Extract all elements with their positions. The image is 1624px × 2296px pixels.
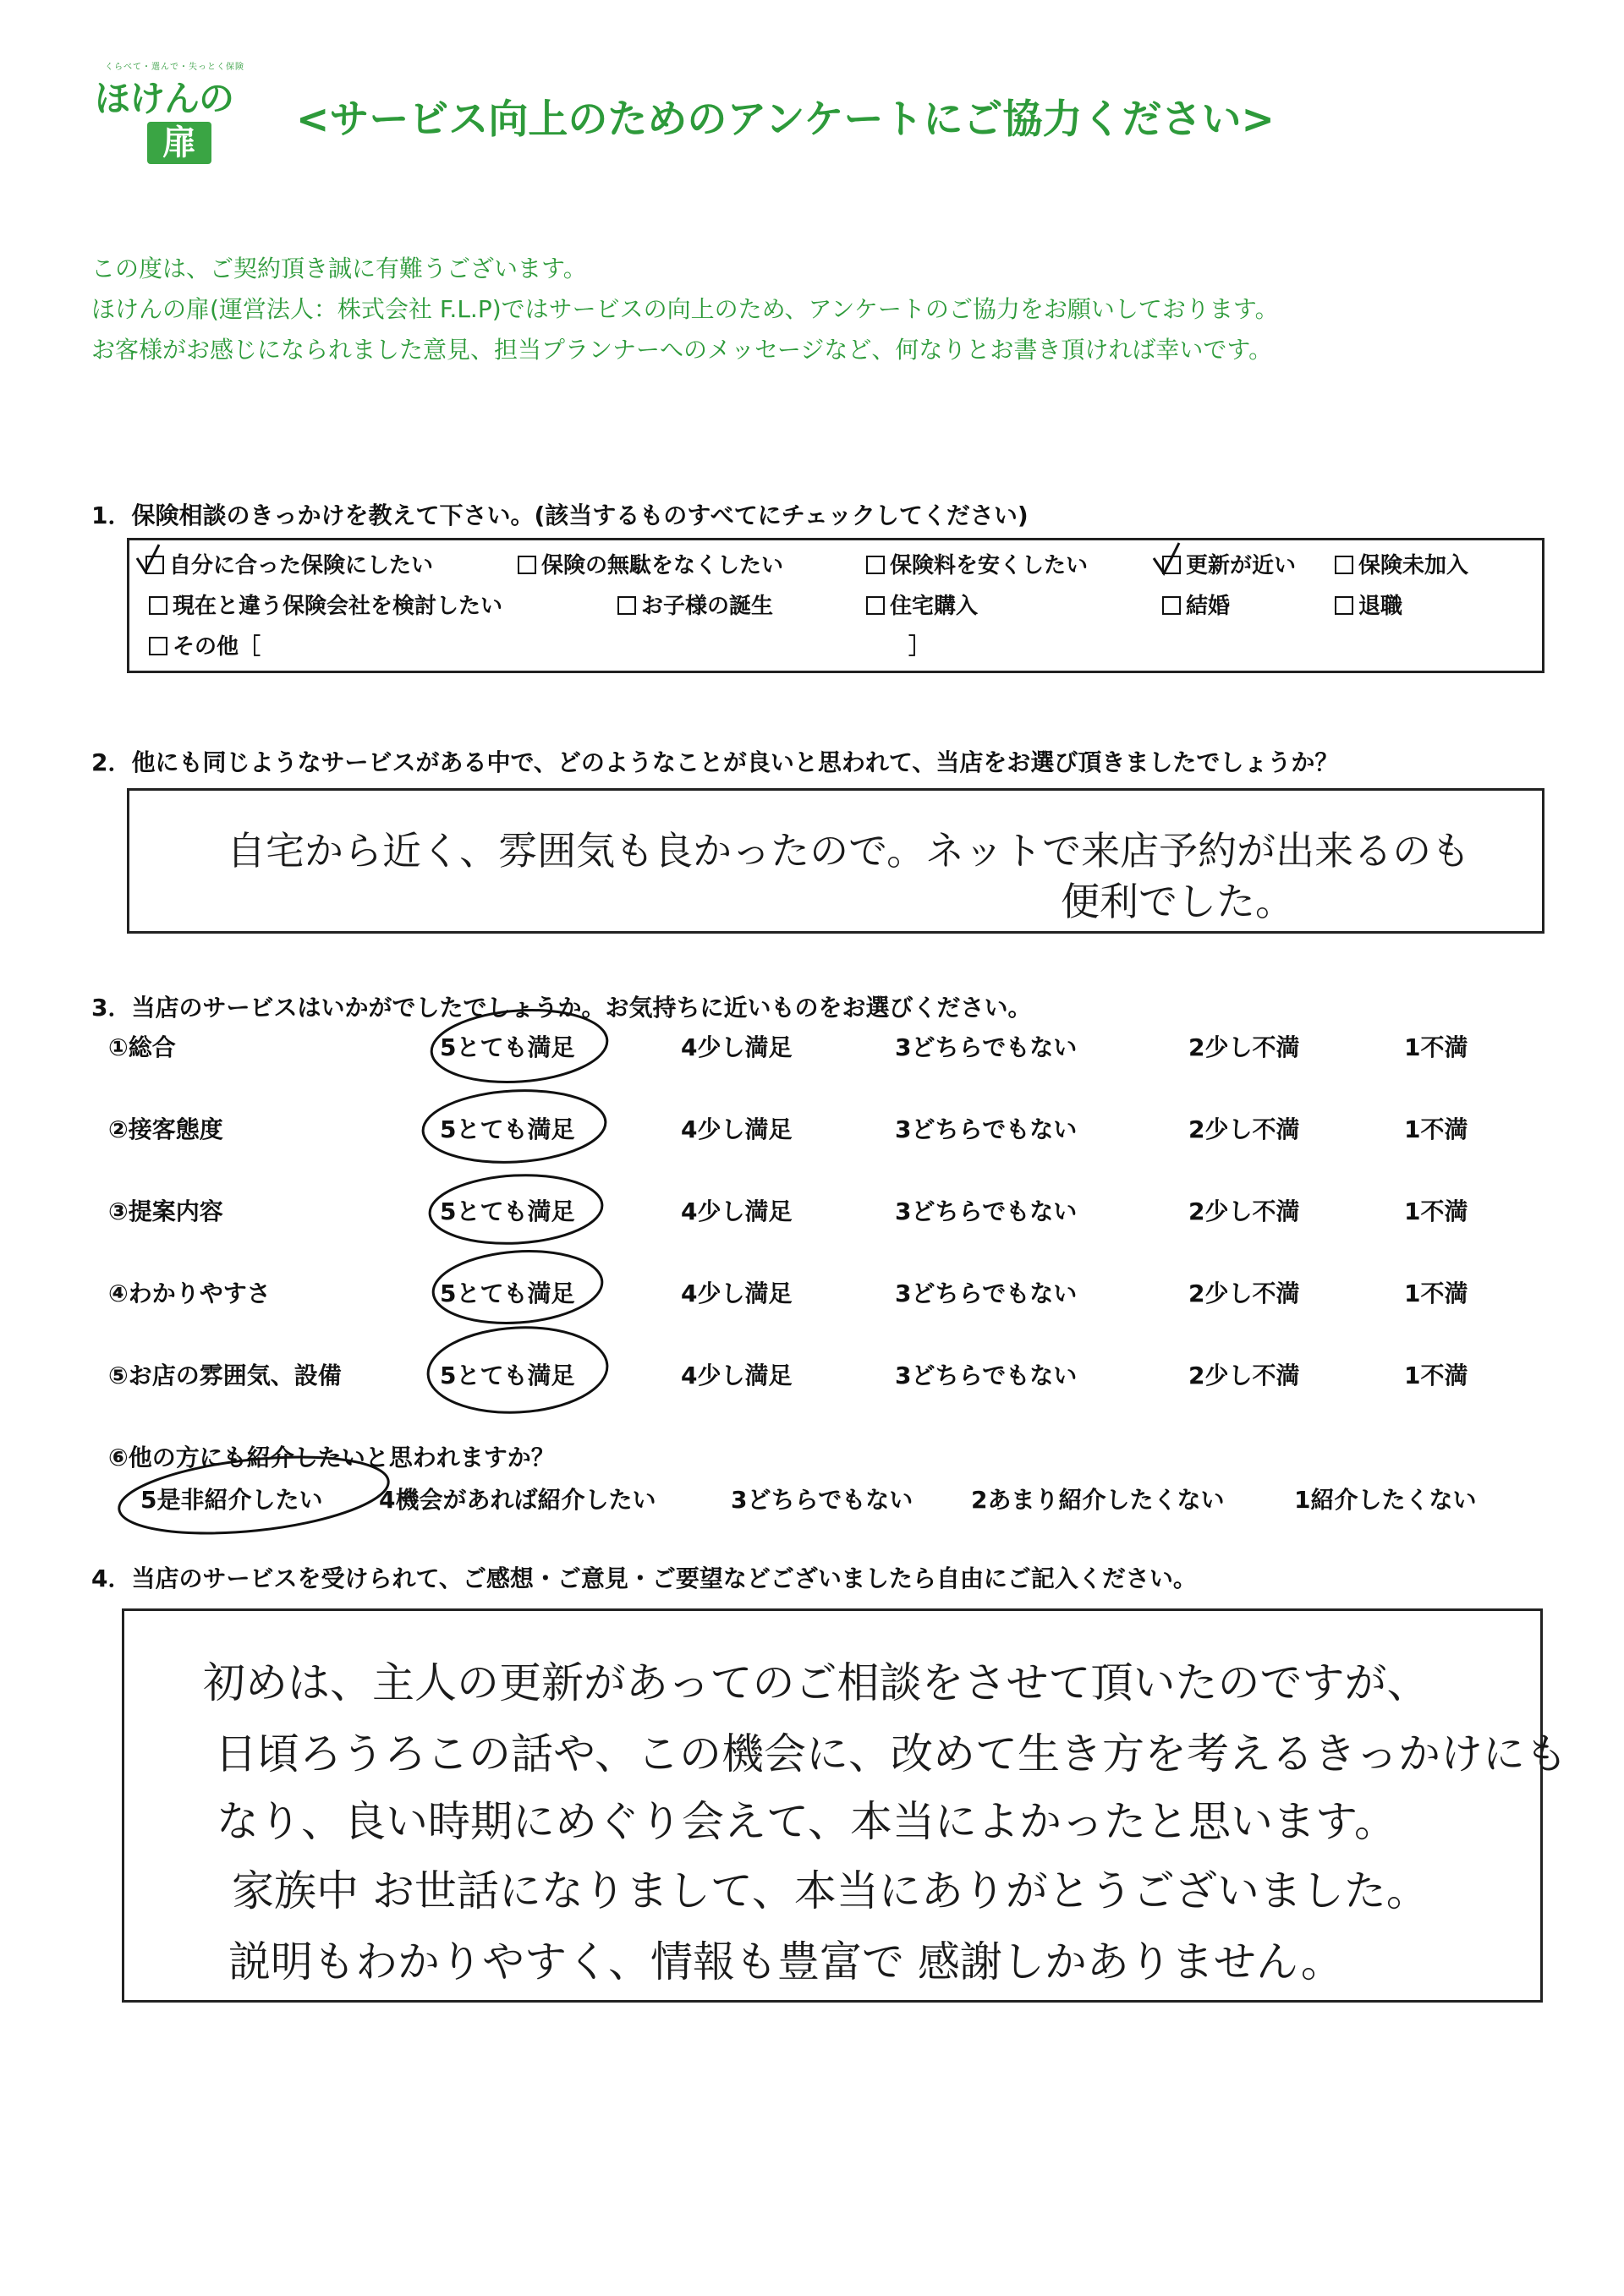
q4-answer-line-1: 初めは、主人の更新があってのご相談をさせて頂いたのですが、: [203, 1658, 1429, 1707]
q2-answer-line-1: 自宅から近く、雰囲気も良かったので。ネットで来店予約が出来るのも: [227, 828, 1471, 874]
q3-row-label: ④わかりやすさ: [108, 1280, 271, 1307]
q2-heading: 2．他にも同じようなサービスがある中で、どのようなことが良いと思われて、当店をお選び頂きましたでしょうか？: [91, 748, 1339, 776]
option-label: お子様の誕生: [641, 594, 774, 619]
referral-option-2[interactable]: 2あまり紹介したくない: [971, 1486, 1225, 1514]
referral-option-3[interactable]: 3どちらでもない: [731, 1486, 914, 1514]
rating-option-4[interactable]: 4少し満足: [681, 1280, 793, 1307]
referral-option-4[interactable]: 4機会があれば紹介したい: [379, 1486, 656, 1514]
rating-option-1[interactable]: 1不満: [1404, 1115, 1468, 1143]
rating-option-3[interactable]: 3どちらでもない: [895, 1280, 1078, 1307]
q1-other-close-bracket: ］: [908, 634, 931, 660]
option-label: 退職: [1358, 594, 1403, 619]
rating-option-5[interactable]: 5とても満足: [440, 1362, 575, 1389]
option-label: 自分に合った保険にしたい: [169, 553, 434, 578]
check-mark: [137, 545, 159, 572]
check-mark: [1154, 543, 1179, 573]
option-label: 結婚: [1186, 594, 1231, 619]
q3-row-label: ②接客態度: [108, 1115, 223, 1143]
q3-heading: 3．当店のサービスはいかがでしたでしょうか。お気持ちに近いものをお選びください。: [91, 994, 1032, 1022]
logo-name: ほけんの: [95, 78, 234, 119]
selection-circle: [428, 1171, 604, 1248]
q4-answer-line-5: 説明もわかりやすく、情報も豊富で 感謝しかありません。: [228, 1937, 1343, 1986]
rating-option-4[interactable]: 4少し満足: [681, 1033, 793, 1061]
selection-circle: [426, 1323, 610, 1417]
option-label: その他［: [173, 634, 261, 660]
rating-option-3[interactable]: 3どちらでもない: [895, 1362, 1078, 1389]
rating-option-4[interactable]: 4少し満足: [681, 1197, 793, 1225]
q4-answer-line-2: 日頃ろうろこの話や、この機会に、改めて生き方を考えるきっかけにも: [215, 1729, 1567, 1778]
selection-circle: [429, 1005, 609, 1088]
option-label: 保険料を安くしたい: [890, 553, 1089, 578]
q3-row-label: ③提案内容: [108, 1197, 223, 1225]
rating-option-4[interactable]: 4少し満足: [681, 1362, 793, 1389]
intro-line-1: この度は、ご契約頂き誠に有難うございます。: [91, 255, 587, 282]
rating-option-5[interactable]: 5とても満足: [440, 1115, 575, 1143]
rating-option-1[interactable]: 1不満: [1404, 1197, 1468, 1225]
option-label: 住宅購入: [890, 594, 979, 619]
rating-option-2[interactable]: 2少し不満: [1188, 1197, 1300, 1225]
rating-option-4[interactable]: 4少し満足: [681, 1115, 793, 1143]
option-label: 保険の無駄をなくしたい: [541, 553, 784, 578]
logo-door-mark: 扉: [147, 122, 211, 164]
option-label: 保険未加入: [1358, 553, 1469, 578]
selection-circle: [115, 1446, 392, 1545]
rating-option-2[interactable]: 2少し不満: [1188, 1280, 1300, 1307]
q4-answer-line-3: なり、良い時期にめぐり会えて、本当によかったと思います。: [217, 1797, 1396, 1846]
q4-heading: 4．当店のサービスを受けられて、ご感想・ご意見・ご要望などございましたら自由にご記入ください。: [91, 1564, 1197, 1592]
q2-answer-line-2: 便利でした。: [1061, 879, 1294, 924]
q3-row-label: ⑤お店の雰囲気、設備: [108, 1362, 342, 1389]
rating-option-5[interactable]: 5とても満足: [440, 1197, 575, 1225]
rating-option-1[interactable]: 1不満: [1404, 1033, 1468, 1061]
q1-heading: 1．保険相談のきっかけを教えて下さい。(該当するものすべてにチェックしてください): [91, 501, 1029, 529]
option-label: 現在と違う保険会社を検討したい: [173, 594, 503, 619]
rating-option-3[interactable]: 3どちらでもない: [895, 1033, 1078, 1061]
referral-option-5[interactable]: 5是非紹介したい: [140, 1486, 323, 1514]
rating-option-2[interactable]: 2少し不満: [1188, 1362, 1300, 1389]
rating-option-2[interactable]: 2少し不満: [1188, 1115, 1300, 1143]
intro-line-2: ほけんの扉(運営法人：株式会社 F.L.P)ではサービスの向上のため、アンケートのご協力をお願いしております。: [91, 295, 1279, 323]
q4-answer-line-4: 家族中 お世話になりまして、本当にありがとうございました。: [232, 1866, 1429, 1915]
rating-option-1[interactable]: 1不満: [1404, 1362, 1468, 1389]
page-title: <サービス向上のためのアンケートにご協力ください>: [296, 96, 1275, 143]
selection-circle: [421, 1086, 607, 1166]
rating-option-2[interactable]: 2少し不満: [1188, 1033, 1300, 1061]
referral-option-1[interactable]: 1紹介したくない: [1294, 1486, 1477, 1514]
q3-6-label: ⑥他の方にも紹介したいと思われますか？: [108, 1444, 555, 1471]
selection-circle: [431, 1246, 604, 1329]
rating-option-5[interactable]: 5とても満足: [440, 1033, 575, 1061]
rating-option-3[interactable]: 3どちらでもない: [895, 1115, 1078, 1143]
logo-tagline: くらべて・選んで・失っとく保険: [105, 63, 244, 72]
intro-line-3: お客様がお感じになられました意見、担当プランナーへのメッセージなど、何なりとお書き頂ければ幸いです。: [91, 336, 1273, 364]
option-label: 更新が近い: [1186, 553, 1297, 578]
rating-option-3[interactable]: 3どちらでもない: [895, 1197, 1078, 1225]
rating-option-5[interactable]: 5とても満足: [440, 1280, 575, 1307]
rating-option-1[interactable]: 1不満: [1404, 1280, 1468, 1307]
q3-row-label: ①総合: [108, 1033, 176, 1061]
